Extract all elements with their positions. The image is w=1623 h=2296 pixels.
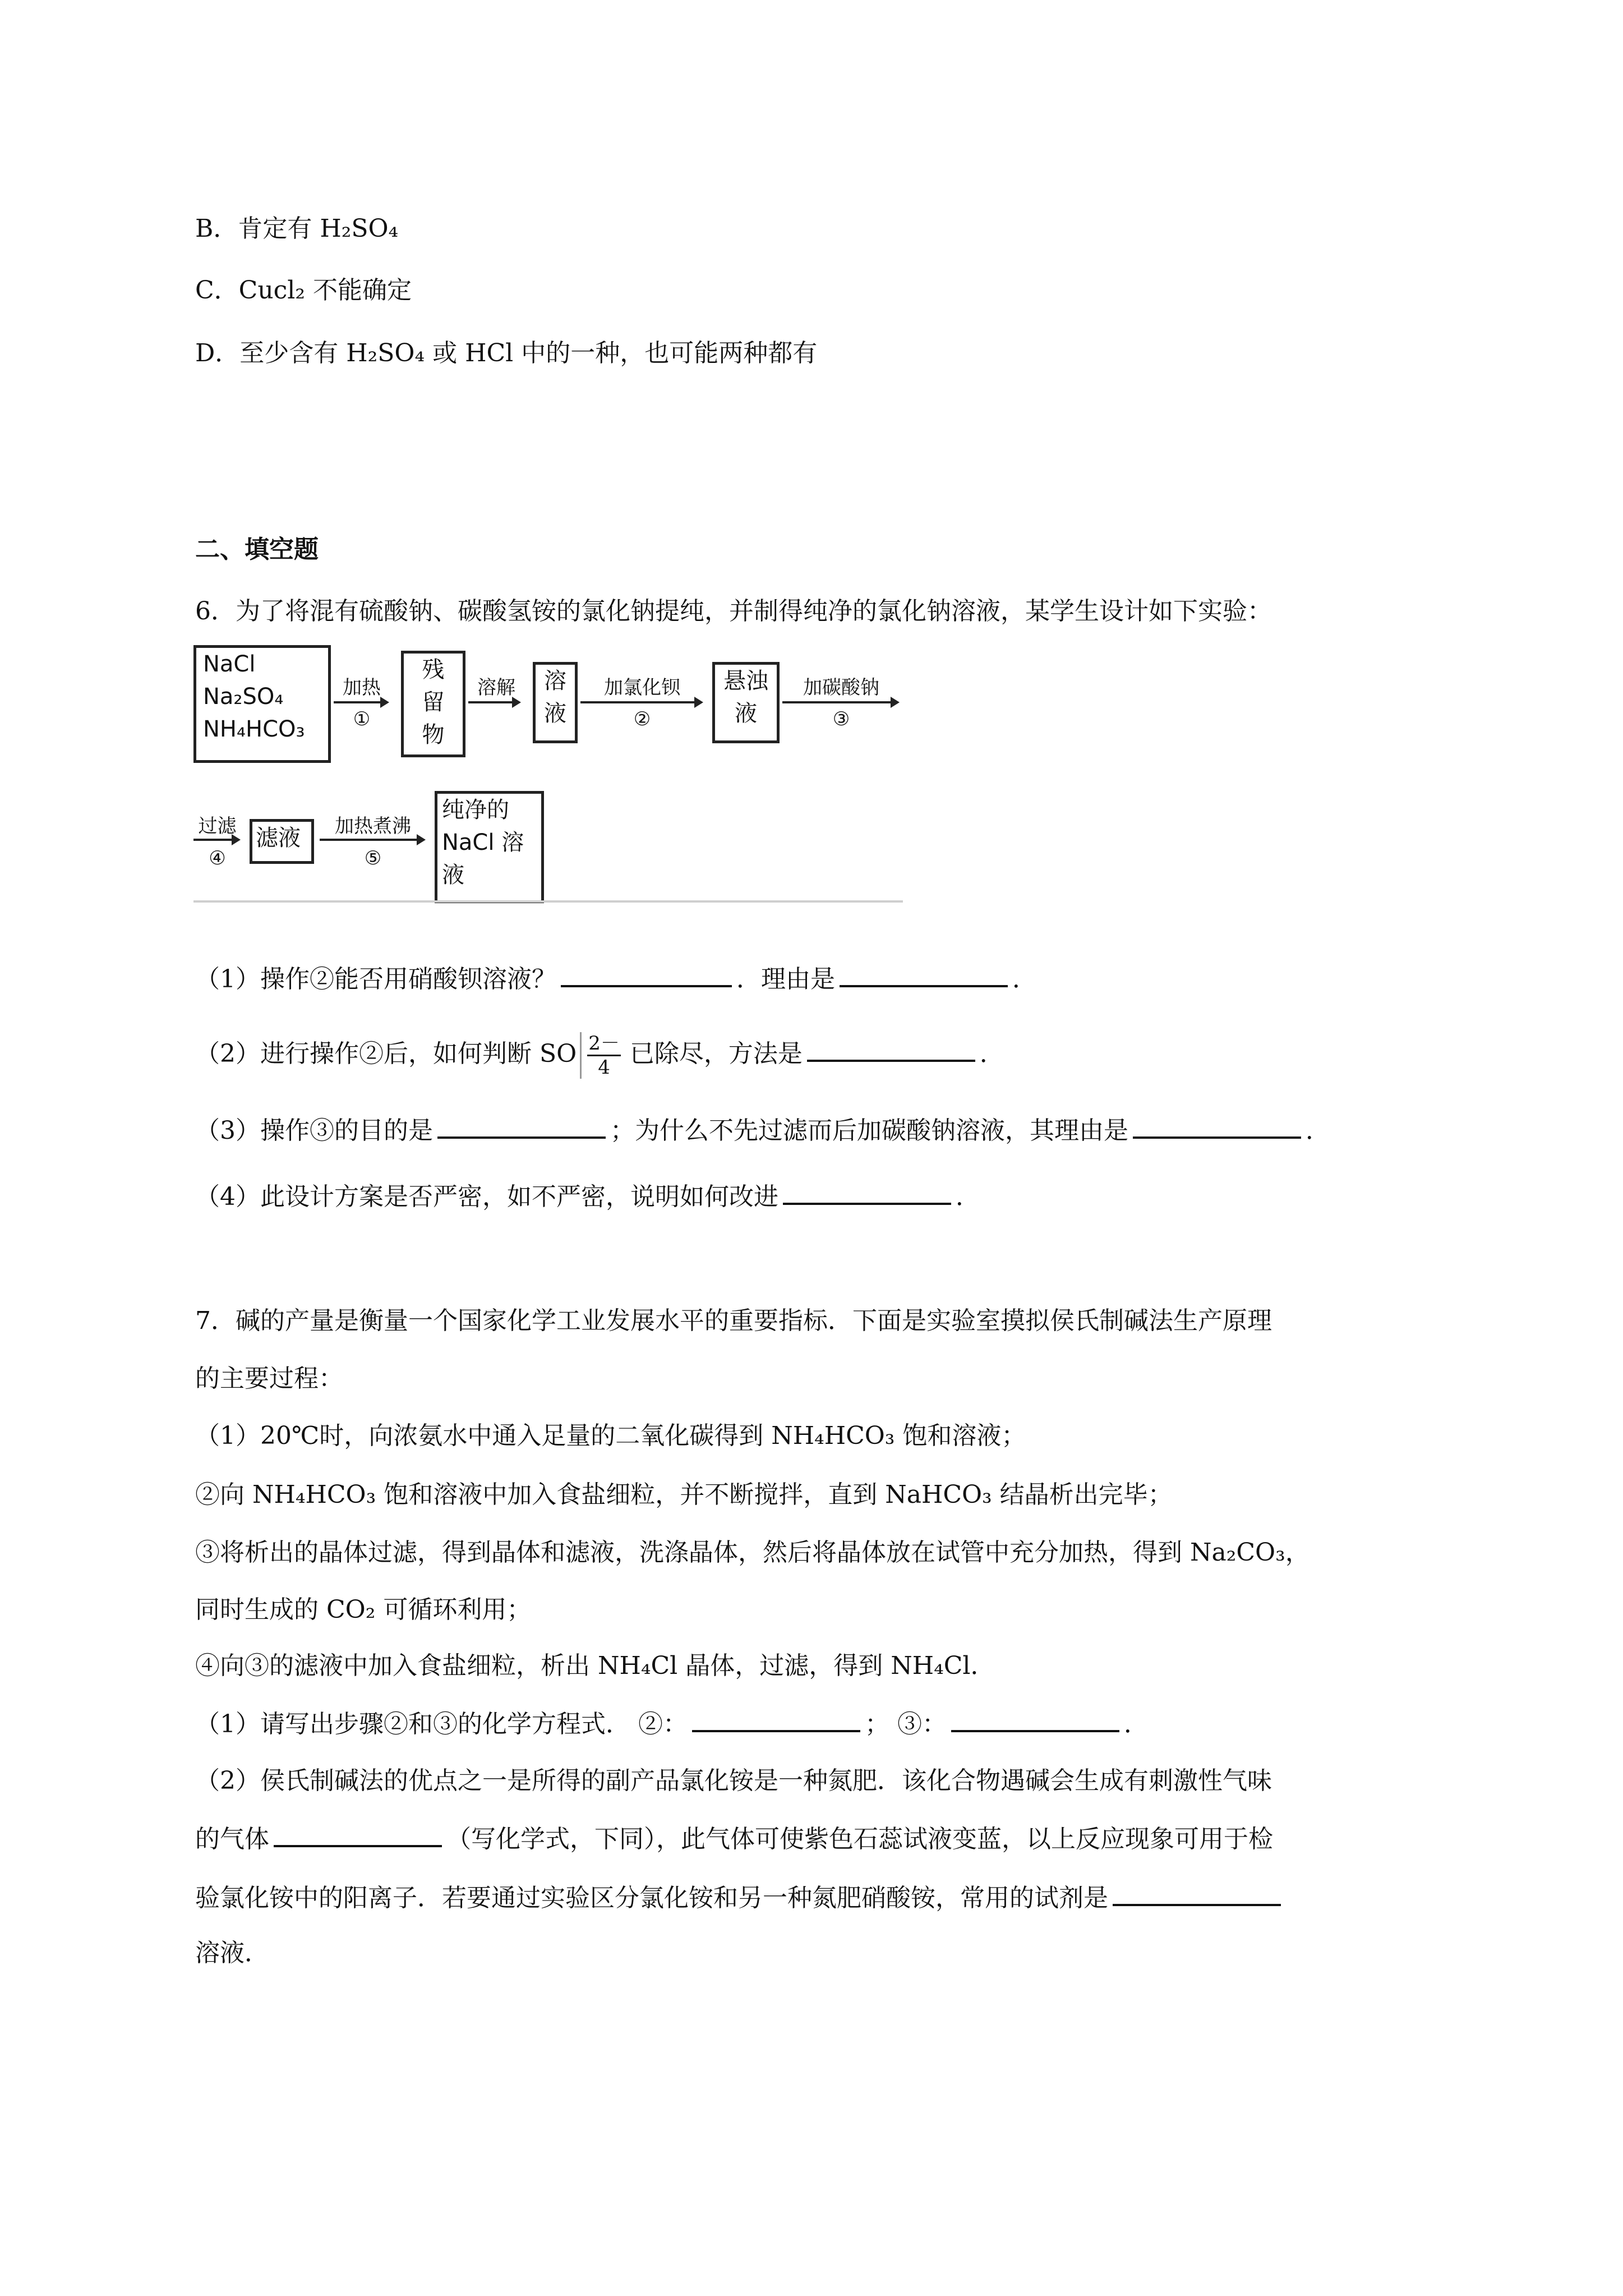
answer-blank[interactable] (1133, 1112, 1301, 1139)
arrow6-label-top: 加热煮沸 (335, 815, 411, 838)
answer-blank[interactable] (783, 1178, 951, 1205)
q7-part2-line4: 溶液． (195, 1939, 269, 1967)
arrow5-label-top: 过滤 (198, 815, 237, 838)
arrow2-label-top: 溶解 (477, 677, 515, 699)
q6-part2: （2）进行操作②后，如何判断 SO $\frac{2-}{4}$ 已除尽，方法是 ． (195, 1032, 1004, 1079)
q6-part3: （3）操作③的目的是 ；为什么不先过滤而后加碳酸钠溶液，其理由是 ． (195, 1112, 1330, 1148)
flow-solution-box: 溶 液 (533, 662, 578, 743)
arrow4-label-bot: ③ (832, 708, 850, 730)
answer-blank[interactable] (951, 1705, 1119, 1732)
arrow3-label-top: 加氯化钡 (604, 677, 680, 699)
arrow6-label-bot: ⑤ (364, 847, 382, 869)
option-d: D．至少含有 H₂SO₄ 或 HCl 中的一种，也可能两种都有 (195, 339, 818, 367)
arrow3-label-bot: ② (633, 708, 651, 730)
arrow5 (193, 839, 238, 841)
flow-final-box: 纯净的 NaCl 溶 液 (435, 791, 544, 903)
figure-bottom-rule (193, 900, 903, 903)
arrow1-label-top: 加热 (343, 677, 381, 699)
q7-step3-line2: 同时生成的 CO₂ 可循环利用； (195, 1595, 532, 1624)
flow-start-box: NaCl Na₂SO₄ NH₄HCO₃ (193, 645, 331, 763)
q7-part2-line3: 验氯化铵中的阳离子．若要通过实验区分氯化铵和另一种氮肥硝酸铵，常用的试剂是 (195, 1879, 1285, 1915)
flow-residue-box: 残 留 物 (401, 651, 465, 757)
q6-flowchart (193, 645, 903, 903)
q7-part1: （1）请写出步骤②和③的化学方程式． ②： ； ③： ． (195, 1705, 1149, 1741)
answer-blank[interactable] (807, 1035, 975, 1062)
q6-part4: （4）此设计方案是否严密，如不严密，说明如何改进 ． (195, 1178, 980, 1214)
q6-stem: 6．为了将混有硫酸钠、碳酸氢铵的氯化钠提纯，并制得纯净的氯化钠溶液，某学生设计如下实验： (195, 597, 1272, 625)
sulfate-ion-charge: $\frac{2-}{4}$ (580, 1032, 626, 1079)
arrow2 (468, 701, 519, 703)
option-b: B．肯定有 H₂SO₄ (195, 214, 399, 243)
arrow1-label-bot: ① (353, 708, 371, 730)
arrow1 (334, 701, 387, 703)
arrow5-label-bot: ④ (209, 847, 226, 869)
q7-step2: ②向 NH₄HCO₃ 饱和溶液中加入食盐细粒，并不断搅拌，直到 NaHCO₃ 结晶析出完毕； (195, 1480, 1173, 1509)
flow-filtrate-box: 滤液 (250, 819, 314, 864)
q7-part2-line2: 的气体 （写化学式，下同），此气体可使紫色石蕊试液变蓝，以上反应现象可用于检 (195, 1820, 1273, 1856)
option-c: C．Cucl₂ 不能确定 (195, 276, 412, 305)
q7-step4: ④向③的滤液中加入食盐细粒，析出 NH₄Cl 晶体，过滤，得到 NH₄Cl． (195, 1651, 995, 1680)
arrow4-label-top: 加碳酸钠 (803, 677, 879, 699)
q7-part2-line1: （2）侯氏制碱法的优点之一是所得的副产品氯化铵是一种氮肥．该化合物遇碱会生成有刺激性气味 (195, 1766, 1272, 1795)
q7-stem-line2: 的主要过程： (195, 1364, 343, 1393)
flow-suspension-box: 悬浊 液 (712, 662, 780, 743)
answer-blank[interactable] (274, 1820, 442, 1847)
section-title: 二、填空题 (195, 535, 319, 564)
answer-blank[interactable] (692, 1705, 860, 1732)
arrow4 (782, 701, 897, 703)
q7-step1: （1）20℃时，向浓氨水中通入足量的二氧化碳得到 NH₄HCO₃ 饱和溶液； (195, 1421, 1026, 1450)
answer-blank[interactable] (437, 1112, 606, 1139)
answer-blank[interactable] (561, 960, 732, 987)
q7-stem-line1: 7．碱的产量是衡量一个国家化学工业发展水平的重要指标．下面是实验室摸拟侯氏制碱法生产原理 (195, 1306, 1272, 1335)
answer-blank[interactable] (1113, 1879, 1281, 1906)
q7-step3-line1: ③将析出的晶体过滤，得到晶体和滤液，洗涤晶体，然后将晶体放在试管中充分加热，得到 Na₂CO₃， (195, 1538, 1310, 1567)
arrow3 (580, 701, 701, 703)
answer-blank[interactable] (840, 960, 1008, 987)
arrow6 (320, 839, 423, 841)
q6-part1: （1）操作②能否用硝酸钡溶液？ ．理由是 ． (195, 960, 1037, 996)
